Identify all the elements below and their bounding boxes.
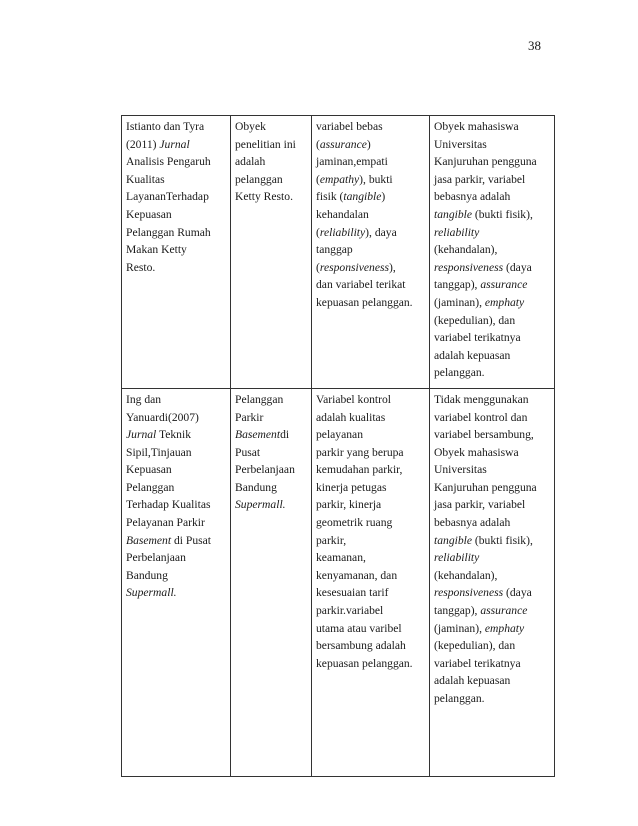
text-segment: (jaminan), — [434, 621, 485, 635]
text-segment: LayananTerhadap — [126, 190, 209, 204]
text-segment: Tidak menggunakan — [434, 392, 529, 406]
text-segment: di Pusat — [171, 533, 212, 547]
text-segment: ), bukti — [359, 172, 393, 186]
cell-text-line — [316, 655, 426, 673]
text-segment: Ing dan — [126, 392, 162, 406]
text-segment: tanggap), — [434, 604, 481, 618]
cell-text-line — [316, 567, 426, 585]
text-segment: (2011) — [126, 137, 160, 151]
cell-text-line — [434, 602, 551, 620]
text-segment: ( — [316, 172, 320, 186]
text-segment: parkir yang berupa — [316, 445, 404, 459]
cell-text-line — [434, 364, 551, 382]
cell-text-line — [126, 549, 227, 567]
italic-term: emphaty — [484, 621, 525, 635]
cell-text-line — [316, 514, 426, 532]
text-segment: (daya — [503, 260, 532, 274]
cell-text-line — [316, 549, 426, 567]
cell-text-line — [235, 496, 308, 514]
text-segment: (kehandalan), — [434, 243, 498, 257]
literature-review-table — [121, 115, 555, 777]
text-segment: bersambung adalah — [316, 639, 406, 653]
text-segment: kinerja petugas — [316, 480, 387, 494]
italic-term: reliability — [434, 551, 480, 565]
variables-cell — [312, 116, 430, 389]
italic-term: reliability — [319, 225, 366, 239]
text-segment: variabel terikatnya — [434, 331, 521, 345]
text-segment: Pusat — [235, 445, 261, 459]
text-segment: adalah kepuasan — [434, 674, 511, 688]
text-segment: Universitas — [434, 137, 487, 151]
text-segment: jasa parkir, variabel — [434, 498, 526, 512]
cell-text-line — [316, 620, 426, 638]
cell-text-line — [434, 584, 551, 602]
difference-cell — [430, 388, 555, 776]
text-segment: ) — [366, 137, 371, 151]
cell-text-line — [434, 276, 551, 294]
cell-text-line — [235, 479, 308, 497]
text-segment: Obyek — [235, 120, 266, 133]
cell-text-line — [316, 294, 426, 312]
cell-text-line — [316, 224, 426, 242]
text-segment: adalah — [235, 155, 266, 169]
text-segment: ( — [316, 260, 320, 274]
cell-text-line — [434, 461, 551, 479]
italic-term: emphaty — [484, 295, 525, 309]
cell-text-line — [235, 461, 308, 479]
text-segment: Terhadap Kualitas — [126, 498, 211, 512]
italic-term: Supermall. — [235, 498, 286, 512]
cell-text-line — [434, 224, 551, 242]
text-segment: ) — [381, 190, 386, 204]
cell-text-line — [316, 444, 426, 462]
cell-text-line — [434, 514, 551, 532]
cell-text-line — [434, 532, 551, 550]
cell-text-line — [434, 206, 551, 224]
italic-term: responsiveness — [434, 586, 504, 600]
italic-term: assurance — [319, 137, 367, 151]
cell-text-line — [235, 153, 308, 171]
text-segment: Variabel kontrol — [316, 392, 392, 406]
page-number: 38 — [528, 38, 541, 53]
text-segment: Perbelanjaan — [235, 463, 295, 477]
text-segment: parkir, — [316, 533, 347, 547]
text-segment: tanggap — [316, 243, 353, 257]
text-segment: adalah kualitas — [316, 410, 386, 424]
text-segment: Istianto dan Tyra — [126, 120, 205, 133]
cell-text-line — [434, 294, 551, 312]
difference-cell — [430, 116, 555, 389]
text-segment: Kepuasan — [126, 207, 172, 221]
cell-text-line — [316, 276, 426, 294]
cell-text-line — [434, 409, 551, 427]
research-object-cell — [231, 116, 312, 389]
text-segment: Bandung — [126, 568, 168, 582]
text-segment: Kanjuruhan pengguna — [434, 480, 537, 494]
text-segment: adalah kepuasan — [434, 348, 511, 362]
text-segment: Pelayanan Parkir — [126, 516, 205, 530]
text-segment: Kanjuruhan pengguna — [434, 155, 537, 169]
cell-text-line — [434, 312, 551, 330]
text-segment: Teknik — [156, 428, 191, 442]
text-segment: (jaminan), — [434, 295, 485, 309]
cell-text-line — [316, 188, 426, 206]
italic-term: responsiveness — [434, 260, 504, 274]
text-segment: (kepedulian), dan — [434, 313, 516, 327]
cell-text-line — [126, 409, 227, 427]
cell-text-line — [434, 153, 551, 171]
table-row — [122, 116, 555, 389]
text-segment: variabel terikatnya — [434, 656, 521, 670]
cell-text-line — [235, 409, 308, 427]
text-segment: ( — [316, 225, 320, 239]
italic-term: tangible — [434, 533, 472, 547]
cell-text-line — [126, 241, 227, 259]
author-title-cell — [122, 388, 231, 776]
italic-term: assurance — [480, 278, 528, 292]
text-segment: tanggap), — [434, 278, 481, 292]
cell-text-line — [126, 118, 227, 136]
text-segment: ), — [389, 260, 396, 274]
text-segment: penelitian ini — [235, 137, 296, 151]
cell-text-line — [434, 259, 551, 277]
text-segment: Kualitas — [126, 172, 165, 186]
text-segment: Pelanggan Rumah — [126, 225, 211, 239]
cell-text-line — [126, 479, 227, 497]
cell-text-line — [235, 171, 308, 189]
cell-text-line — [126, 496, 227, 514]
text-segment: Yanuardi(2007) — [126, 410, 199, 424]
text-segment: Sipil,Tinjauan — [126, 445, 192, 459]
text-segment: (kepedulian), dan — [434, 639, 516, 653]
cell-text-line — [316, 118, 426, 136]
cell-text-line — [434, 188, 551, 206]
text-segment: geometrik ruang — [316, 516, 393, 530]
cell-text-line — [434, 241, 551, 259]
text-segment: utama atau varibel — [316, 621, 402, 635]
text-segment: jaminan,empati — [316, 155, 388, 169]
cell-text-line — [316, 426, 426, 444]
cell-text-line — [126, 259, 227, 277]
author-title-cell — [122, 116, 231, 389]
cell-text-line — [434, 672, 551, 690]
cell-text-line — [316, 391, 426, 409]
text-segment: kehandalan — [316, 207, 369, 221]
cell-text-line — [316, 532, 426, 550]
cell-text-line — [316, 461, 426, 479]
text-segment: fisik ( — [316, 190, 344, 204]
italic-term: responsiveness — [319, 260, 389, 274]
text-segment: Analisis Pengaruh — [126, 155, 211, 169]
text-segment: Obyek mahasiswa — [434, 120, 519, 133]
text-segment: (bukti fisik), — [472, 207, 533, 221]
text-segment: pelayanan — [316, 428, 363, 442]
text-segment: Pelanggan — [126, 480, 175, 494]
cell-text-line — [316, 496, 426, 514]
cell-text-line — [126, 391, 227, 409]
variables-cell — [312, 388, 430, 776]
cell-text-line — [126, 567, 227, 585]
italic-term: Basement — [126, 533, 172, 547]
text-segment: variabel bebas — [316, 120, 383, 133]
text-segment: Universitas — [434, 463, 487, 477]
cell-text-line — [126, 188, 227, 206]
text-segment: (bukti fisik), — [472, 533, 533, 547]
cell-text-line — [434, 549, 551, 567]
cell-text-line — [126, 426, 227, 444]
cell-text-line — [126, 136, 227, 154]
text-segment: (kehandalan), — [434, 568, 498, 582]
cell-text-line — [235, 118, 308, 136]
cell-text-line — [126, 206, 227, 224]
cell-text-line — [235, 391, 308, 409]
italic-term: Supermall. — [126, 586, 177, 600]
text-segment: Resto. — [126, 260, 156, 274]
cell-text-line — [126, 461, 227, 479]
text-segment: di — [280, 428, 290, 442]
italic-term: assurance — [480, 604, 528, 618]
text-segment: (daya — [503, 586, 532, 600]
cell-text-line — [434, 391, 551, 409]
text-segment: pelanggan. — [434, 692, 485, 705]
text-segment: Parkir — [235, 410, 264, 424]
cell-text-line — [235, 444, 308, 462]
text-segment: kesesuaian tarif — [316, 586, 389, 600]
cell-text-line — [126, 514, 227, 532]
italic-term: Basement — [235, 428, 281, 442]
cell-text-line — [235, 188, 308, 206]
cell-text-line — [434, 347, 551, 365]
cell-text-line — [316, 153, 426, 171]
cell-text-line — [316, 206, 426, 224]
cell-text-line — [434, 479, 551, 497]
italic-term: Jurnal — [159, 137, 190, 151]
cell-text-line — [434, 118, 551, 136]
cell-text-line — [316, 584, 426, 602]
cell-text-line — [434, 329, 551, 347]
cell-text-line — [316, 241, 426, 259]
cell-text-line — [434, 567, 551, 585]
table-row — [122, 388, 555, 776]
text-segment: pelanggan — [235, 172, 283, 186]
text-segment: parkir, kinerja — [316, 498, 382, 512]
text-segment: bebasnya adalah — [434, 516, 511, 530]
cell-text-line — [434, 136, 551, 154]
text-segment: jasa parkir, variabel — [434, 172, 526, 186]
text-segment: kemudahan parkir, — [316, 463, 403, 477]
italic-term: tangible — [343, 190, 382, 204]
cell-text-line — [434, 655, 551, 673]
cell-text-line — [126, 171, 227, 189]
cell-text-line — [434, 690, 551, 708]
cell-text-line — [434, 171, 551, 189]
cell-text-line — [126, 224, 227, 242]
cell-text-line — [434, 637, 551, 655]
cell-text-line — [235, 136, 308, 154]
text-segment: Kepuasan — [126, 463, 172, 477]
italic-term: reliability — [434, 225, 480, 239]
text-segment: ), daya — [365, 225, 397, 239]
research-object-cell — [231, 388, 312, 776]
text-segment: kepuasan pelanggan. — [316, 656, 413, 670]
text-segment: bebasnya adalah — [434, 190, 511, 204]
italic-term: tangible — [434, 207, 472, 221]
cell-text-line — [126, 153, 227, 171]
cell-text-line — [126, 444, 227, 462]
cell-text-line — [316, 171, 426, 189]
cell-text-line — [316, 259, 426, 277]
text-segment: Pelanggan — [235, 392, 284, 406]
cell-text-line — [316, 637, 426, 655]
text-segment: ( — [316, 137, 320, 151]
cell-text-line — [434, 444, 551, 462]
cell-text-line — [126, 532, 227, 550]
cell-text-line — [235, 426, 308, 444]
cell-text-line — [316, 602, 426, 620]
italic-term: Jurnal — [126, 428, 157, 442]
text-segment: keamanan, — [316, 551, 366, 565]
text-segment: variabel kontrol dan — [434, 410, 528, 424]
text-segment: variabel bersambung, — [434, 428, 534, 442]
text-segment: kenyamanan, dan — [316, 568, 398, 582]
text-segment: parkir.variabel — [316, 604, 384, 618]
text-segment: Obyek mahasiswa — [434, 445, 519, 459]
text-segment: pelanggan. — [434, 366, 485, 380]
cell-text-line — [126, 584, 227, 602]
text-segment: Perbelanjaan — [126, 551, 186, 565]
text-segment: dan variabel terikat — [316, 278, 406, 292]
cell-text-line — [434, 496, 551, 514]
cell-text-line — [434, 426, 551, 444]
text-segment: kepuasan pelanggan. — [316, 295, 413, 309]
text-segment: Bandung — [235, 480, 277, 494]
cell-text-line — [316, 479, 426, 497]
italic-term: empathy — [319, 172, 360, 186]
cell-text-line — [434, 620, 551, 638]
text-segment: Makan Ketty — [126, 243, 187, 257]
text-segment: Ketty Resto. — [235, 190, 293, 204]
cell-text-line — [316, 136, 426, 154]
cell-text-line — [316, 409, 426, 427]
